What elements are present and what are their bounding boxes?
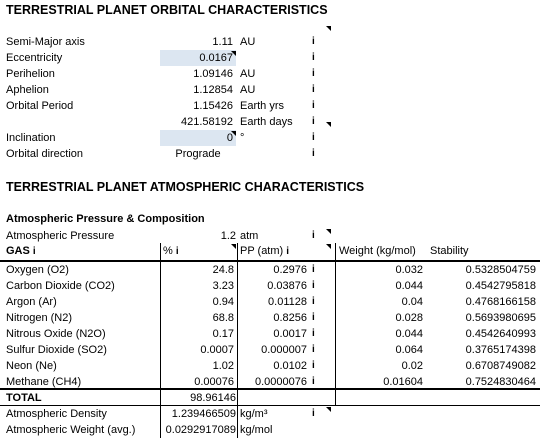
gas-stability: 0.4768166158 xyxy=(465,296,536,308)
total-row xyxy=(0,390,540,406)
orbital-info-icon[interactable]: i xyxy=(312,148,315,159)
orbital-row-unit: AU xyxy=(240,84,256,96)
orbital-row-value: 1.12854 xyxy=(193,84,233,96)
gas-row xyxy=(0,262,540,278)
gas-percent[interactable]: 68.8 xyxy=(212,312,234,324)
gas-name: Neon (Ne) xyxy=(6,360,57,372)
gas-pp: 0.2976 xyxy=(273,264,307,276)
avg-weight-unit: kg/mol xyxy=(240,424,273,436)
orbital-info-icon[interactable]: i xyxy=(312,132,315,143)
orbital-info-icon[interactable]: i xyxy=(312,68,315,79)
orbital-row xyxy=(0,98,540,114)
weight-header: Weight (kg/mol) xyxy=(339,245,416,257)
orbital-row-label: Semi-Major axis xyxy=(6,36,85,48)
gas-percent[interactable]: 0.17 xyxy=(212,328,234,340)
gas-weight: 0.04 xyxy=(401,296,423,308)
gas-weight: 0.064 xyxy=(395,344,423,356)
gas-pp: 0.0000076 xyxy=(255,376,307,388)
gas-weight: 0.044 xyxy=(395,328,423,340)
orbital-row xyxy=(0,130,540,146)
orbital-title xyxy=(0,2,540,18)
orbital-row-label: Eccentricity xyxy=(6,52,63,64)
pressure-value[interactable]: 1.2 xyxy=(220,230,236,242)
gas-percent[interactable]: 0.00076 xyxy=(194,376,234,388)
column-divider xyxy=(237,243,238,438)
gas-row xyxy=(0,342,540,358)
gas-name: Oxygen (O2) xyxy=(6,264,69,276)
gas-pp: 0.0102 xyxy=(273,360,307,372)
pressure-label: Atmospheric Pressure xyxy=(6,230,115,242)
gas-percent[interactable]: 0.94 xyxy=(212,296,234,308)
comment-flag-icon[interactable] xyxy=(231,51,236,56)
pressure-unit: atm xyxy=(240,230,259,242)
gas-info-icon[interactable]: i xyxy=(32,246,36,257)
gas-stability: 0.4542795818 xyxy=(465,280,536,292)
atmosphere-title-text: TERRESTRIAL PLANET ATMOSPHERIC CHARACTERISTICS xyxy=(6,180,365,194)
avg-weight-label: Atmospheric Weight (avg.) xyxy=(6,424,136,436)
column-divider xyxy=(335,243,336,406)
gas-name: Carbon Dioxide (CO2) xyxy=(6,280,115,292)
stability-header: Stability xyxy=(430,245,469,257)
gas-info-icon[interactable]: i xyxy=(312,312,315,323)
comment-flag-icon[interactable] xyxy=(326,26,331,31)
orbital-row xyxy=(0,66,540,82)
column-divider xyxy=(160,243,161,438)
orbital-info-icon[interactable]: i xyxy=(312,52,315,63)
gas-pp: 0.03876 xyxy=(267,280,307,292)
comment-flag-icon[interactable] xyxy=(326,229,331,234)
comment-flag-icon[interactable] xyxy=(231,244,236,249)
orbital-row-value: 1.15426 xyxy=(193,100,233,112)
gas-row xyxy=(0,326,540,342)
orbital-row-value[interactable]: 0 xyxy=(160,130,236,146)
gas-stability: 0.5693980695 xyxy=(465,312,536,324)
orbital-row-label: Perihelion xyxy=(6,68,55,80)
orbital-info-icon[interactable]: i xyxy=(312,84,315,95)
composition-subtitle xyxy=(0,211,540,227)
orbital-row xyxy=(0,114,540,130)
orbital-row-unit: AU xyxy=(240,68,256,80)
gas-info-icon[interactable]: i xyxy=(312,296,315,307)
comment-flag-icon[interactable] xyxy=(326,122,331,127)
orbital-title-text: TERRESTRIAL PLANET ORBITAL CHARACTERISTICS xyxy=(6,3,328,17)
gas-pp: 0.000007 xyxy=(261,344,307,356)
orbital-row-label: Orbital direction xyxy=(6,148,84,160)
density-row xyxy=(0,406,540,422)
orbital-row xyxy=(0,34,540,50)
pressure-info-icon[interactable]: i xyxy=(312,230,315,241)
total-label: TOTAL xyxy=(6,392,42,404)
gas-name: Sulfur Dioxide (SO2) xyxy=(6,344,107,356)
orbital-row-value: 1.11 xyxy=(212,36,233,48)
gas-row xyxy=(0,294,540,310)
gas-stability: 0.6708749082 xyxy=(465,360,536,372)
gas-percent[interactable]: 3.23 xyxy=(212,280,234,292)
orbital-info-icon[interactable]: i xyxy=(312,100,315,111)
orbital-row-value: 421.58192 xyxy=(181,116,233,128)
gas-stability: 0.3765174398 xyxy=(465,344,536,356)
orbital-info-icon[interactable]: i xyxy=(312,36,315,47)
gas-info-icon[interactable]: i xyxy=(312,280,315,291)
density-info-icon[interactable]: i xyxy=(312,408,315,419)
orbital-row-label: Orbital Period xyxy=(6,100,74,112)
gas-info-icon[interactable]: i xyxy=(312,328,315,339)
weight-row xyxy=(0,422,540,438)
orbital-row-value[interactable]: 0.0167 xyxy=(160,50,236,66)
comment-flag-icon[interactable] xyxy=(231,131,236,136)
gas-weight: 0.044 xyxy=(395,280,423,292)
gas-info-icon[interactable]: i xyxy=(312,264,315,275)
gas-info-icon[interactable]: i xyxy=(312,344,315,355)
orbital-row-unit: AU xyxy=(240,36,256,48)
avg-weight-value: 0.0292917089 xyxy=(165,424,236,436)
orbital-row-label: Aphelion xyxy=(6,84,49,96)
gas-stability: 0.5328504759 xyxy=(465,264,536,276)
gas-pp: 0.01128 xyxy=(268,296,307,308)
orbital-row-value: 1.09146 xyxy=(193,68,233,80)
comment-flag-icon[interactable] xyxy=(326,407,331,412)
gas-percent[interactable]: 24.8 xyxy=(212,264,234,276)
gas-stability: 0.7524830464 xyxy=(465,376,536,388)
gas-weight: 0.028 xyxy=(395,312,423,324)
gas-pp: 0.8256 xyxy=(273,312,307,324)
gas-percent[interactable]: 1.02 xyxy=(212,360,234,372)
comment-flag-icon[interactable] xyxy=(326,244,331,249)
percent-header: % i xyxy=(163,245,179,257)
orbital-row-unit: Earth yrs xyxy=(240,100,285,112)
gas-row xyxy=(0,358,540,374)
gas-name: Argon (Ar) xyxy=(6,296,57,308)
gas-info-icon[interactable]: i xyxy=(312,360,315,371)
density-unit: kg/m³ xyxy=(240,408,268,420)
gas-pp: 0.0017 xyxy=(273,328,307,340)
pp-header: PP (atm) i xyxy=(240,245,290,257)
orbital-row xyxy=(0,50,540,66)
gas-row xyxy=(0,278,540,294)
gas-stability: 0.4542640993 xyxy=(465,328,536,340)
gas-percent[interactable]: 0.0007 xyxy=(200,344,234,356)
gas-header: GAS i xyxy=(6,245,36,257)
density-label: Atmospheric Density xyxy=(6,408,107,420)
pressure-row xyxy=(0,228,540,244)
gas-weight: 0.02 xyxy=(401,360,423,372)
orbital-row xyxy=(0,82,540,98)
orbital-row xyxy=(0,146,540,162)
gas-weight: 0.032 xyxy=(395,264,423,276)
gas-info-icon[interactable]: i xyxy=(312,376,315,387)
gas-name: Nitrogen (N2) xyxy=(6,312,73,324)
gas-table-header xyxy=(0,243,540,259)
atmosphere-title xyxy=(0,179,540,195)
orbital-row-value: Prograde xyxy=(175,148,221,160)
orbital-row-unit: Earth days xyxy=(240,116,293,128)
total-value: 98.96146 xyxy=(190,392,236,404)
orbital-row-unit: ° xyxy=(240,132,245,144)
composition-subtitle-text: Atmospheric Pressure & Composition xyxy=(6,213,205,225)
gas-name: Methane (CH4) xyxy=(6,376,82,388)
gas-row xyxy=(0,310,540,326)
density-value: 1.239466509 xyxy=(171,408,236,420)
gas-weight: 0.01604 xyxy=(383,376,423,388)
gas-name: Nitrous Oxide (N2O) xyxy=(6,328,106,340)
orbital-row-label: Inclination xyxy=(6,132,56,144)
orbital-info-icon[interactable]: i xyxy=(312,116,315,127)
percent-info-icon[interactable]: i xyxy=(175,246,179,257)
pp-info-icon[interactable]: i xyxy=(286,246,290,257)
